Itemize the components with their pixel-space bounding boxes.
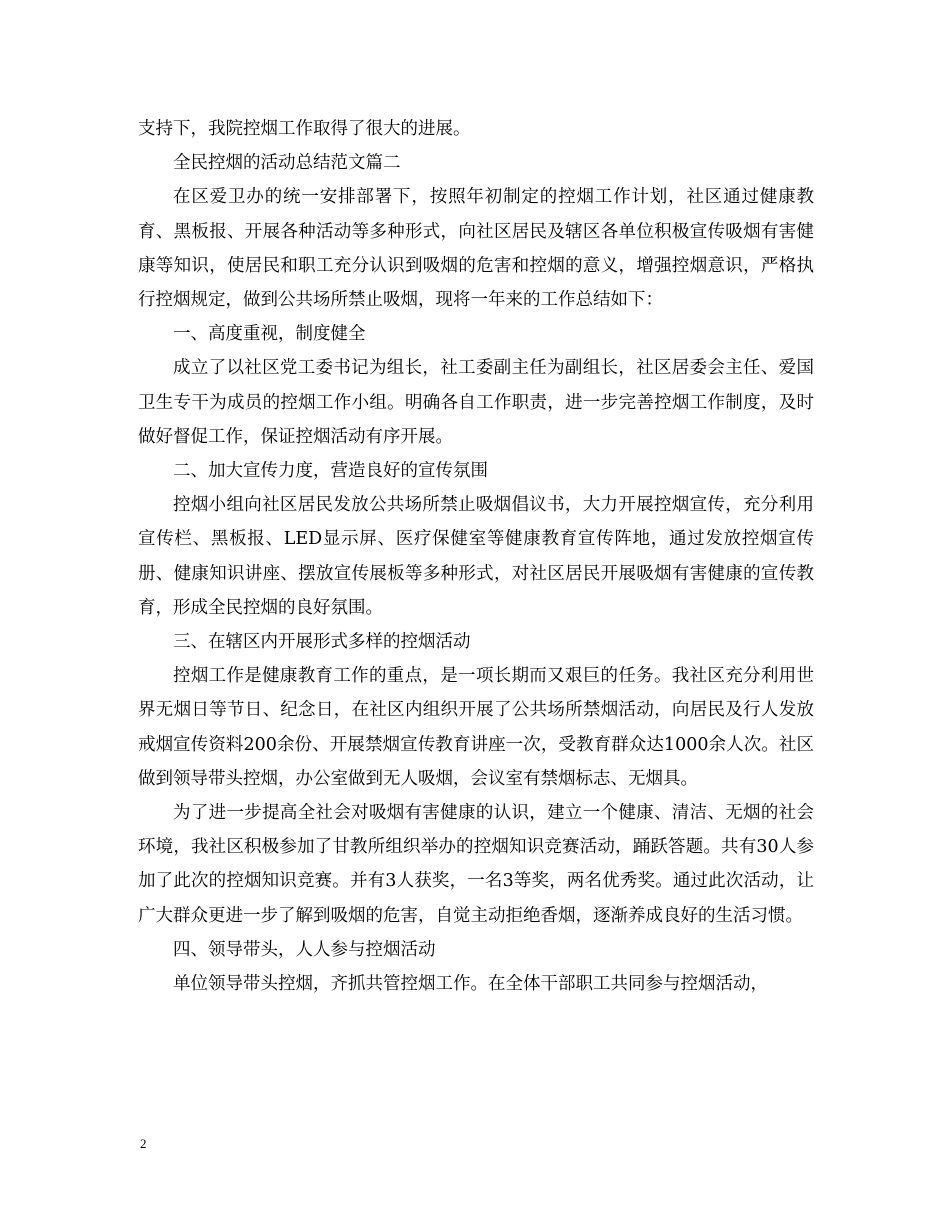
page-body: [138, 112, 814, 1001]
paragraph-2: 控烟小组向社区居民发放公共场所禁止吸烟倡议书，大力开展控烟宣传，充分利用宣传栏、黑板报、LED显示屏、医疗保健室等健康教育宣传阵地，通过发放控烟宣传册、健康知识讲座、摆放宣传展板等多种形式，对社区居民开展吸烟有害健康的宣传教育，形成全民控烟的良好氛围。: [138, 495, 814, 618]
paragraph-4: 为了进一步提高全社会对吸烟有害健康的认识，建立一个健康、清洁、无烟的社会环境，我社区积极参加了甘教所组织举办的控烟知识竞赛活动，踊跃答题。共有30人参加了此次的控烟知识竞赛。并有3人获奖，一名3等奖，两名优秀奖。通过此次活动，让广大群众更进一步了解到吸烟的危害，自觉主动拒绝香烟，逐渐养成良好的生活习惯。: [138, 803, 814, 926]
page-number: 2: [140, 1136, 147, 1151]
paragraph-continuation: 支持下，我院控烟工作取得了很大的进展。: [138, 119, 471, 139]
heading-3: 三、在辖区内开展形式多样的控烟活动: [173, 632, 471, 653]
heading-4: 四、领导带头，人人参与控烟活动: [173, 939, 436, 960]
paragraph-3: 控烟工作是健康教育工作的重点，是一项长期而又艰巨的任务。我社区充分利用世界无烟日等节日、纪念日，在社区内组织开展了公共场所禁烟活动，向居民及行人发放戒烟宣传资料200余份、开展禁烟宣传教育讲座一次，受教育群众达1000余人次。社区做到领导带头控烟，办公室做到无人吸烟，会议室有禁烟标志、无烟具。: [138, 666, 814, 789]
section-title: 全民控烟的活动总结范文篇二: [173, 153, 401, 174]
heading-2: 二、加大宣传力度，营造良好的宣传氛围: [173, 461, 488, 482]
paragraph-5: 单位领导带头控烟，齐抓共管控烟工作。在全体干部职工共同参与控烟活动，: [173, 974, 768, 995]
heading-1: 一、高度重视，制度健全: [173, 324, 366, 345]
paragraph-intro: 在区爱卫办的统一安排部署下，按照年初制定的控烟工作计划，社区通过健康教育、黑板报、开展各种活动等多种形式，向社区居民及辖区各单位积极宣传吸烟有害健康等知识，使居民和职工充分认识到吸烟的危害和控烟的意义，增强控烟意识，严格执行控烟规定，做到公共场所禁止吸烟，现将一年来的工作总结如下：: [138, 187, 814, 311]
paragraph-1: 成立了以社区党工委书记为组长，社工委副主任为副组长，社区居委会主任、爱国卫生专干为成员的控烟工作小组。明确各自工作职责，进一步完善控烟工作制度，及时做好督促工作，保证控烟活动有序开展。: [138, 358, 814, 447]
